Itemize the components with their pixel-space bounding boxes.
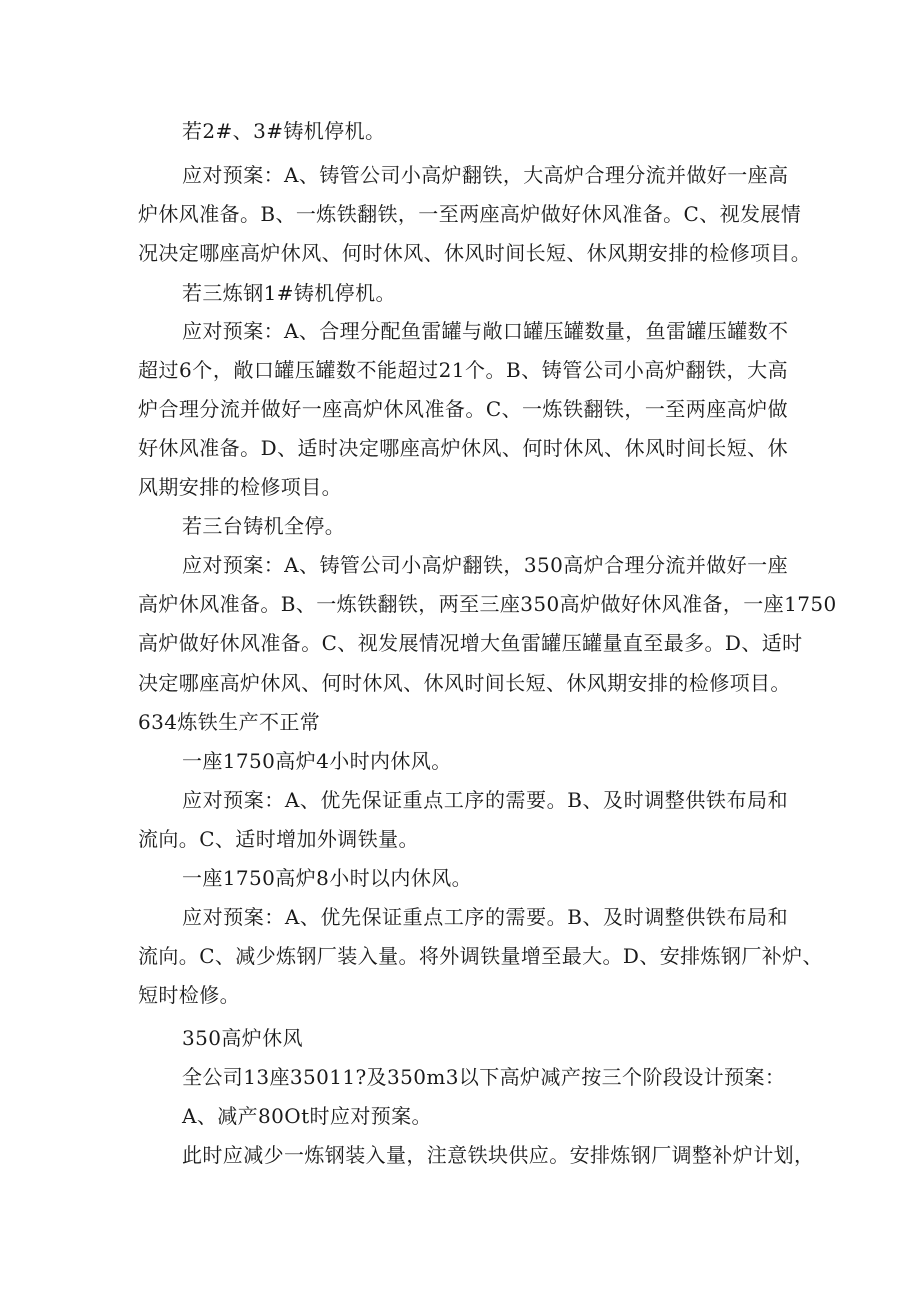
paragraph-line: 况决定哪座高炉休风、何时休风、休风时间长短、休风期安排的检修项目。 [138, 241, 812, 265]
paragraph-line: 若2#、3#铸机停机。 [182, 119, 386, 143]
paragraph-line: 应对预案：A、合理分配鱼雷罐与敞口罐压罐数量，鱼雷罐压罐数不 [182, 319, 789, 343]
paragraph-line: 应对预案：A、优先保证重点工序的需要。B、及时调整供铁布局和 [182, 905, 788, 929]
paragraph-line: 一座1750高炉4小时内休风。 [182, 749, 452, 773]
paragraph-line: 炉合理分流并做好一座高炉休风准备。C、一炼铁翻铁，一至两座高炉做 [138, 397, 788, 421]
paragraph-line: 决定哪座高炉休风、何时休风、休风时间长短、休风期安排的检修项目。 [138, 671, 791, 695]
paragraph-line: 若三台铸机全停。 [182, 514, 346, 538]
paragraph-line: A、减产80Ot时应对预案。 [182, 1104, 432, 1128]
paragraph-line: 全公司13座35011?及350m3以下高炉减产按三个阶段设计预案： [182, 1065, 786, 1089]
paragraph-line: 流向。C、减少炼钢厂装入量。将外调铁量增至最大。D、安排炼钢厂补炉、 [138, 944, 823, 968]
paragraph-line: 应对预案：A、铸管公司小高炉翻铁，350高炉合理分流并做好一座 [182, 553, 788, 577]
paragraph-line: 若三炼钢1#铸机停机。 [182, 281, 396, 305]
paragraph-line: 超过6个，敞口罐压罐数不能超过21个。B、铸管公司小高炉翻铁，大高 [138, 358, 788, 382]
paragraph-line: 应对预案：A、优先保证重点工序的需要。B、及时调整供铁布局和 [182, 788, 788, 812]
paragraph-line: 短时检修。 [138, 983, 240, 1007]
paragraph-line: 高炉休风准备。B、一炼铁翻铁，两至三座350高炉做好休风准备，一座1750 [138, 592, 837, 616]
paragraph-line: 一座1750高炉8小时以内休风。 [182, 866, 473, 890]
paragraph-line: 此时应减少一炼钢装入量，注意铁块供应。安排炼钢厂调整补炉计划， [182, 1143, 815, 1167]
section-heading: 350高炉休风 [182, 1026, 303, 1050]
paragraph-line: 炉休风准备。B、一炼铁翻铁，一至两座高炉做好休风准备。C、视发展情 [138, 202, 802, 226]
section-heading: 634炼铁生产不正常 [138, 710, 321, 734]
paragraph-line: 好休风准备。D、适时决定哪座高炉休风、何时休风、休风时间长短、休 [138, 436, 788, 460]
paragraph-line: 流向。C、适时增加外调铁量。 [138, 827, 419, 851]
paragraph-line: 风期安排的检修项目。 [138, 475, 342, 499]
paragraph-line: 高炉做好休风准备。C、视发展情况增大鱼雷罐压罐量直至最多。D、适时 [138, 631, 803, 655]
paragraph-line: 应对预案：A、铸管公司小高炉翻铁，大高炉合理分流并做好一座高 [182, 163, 789, 187]
